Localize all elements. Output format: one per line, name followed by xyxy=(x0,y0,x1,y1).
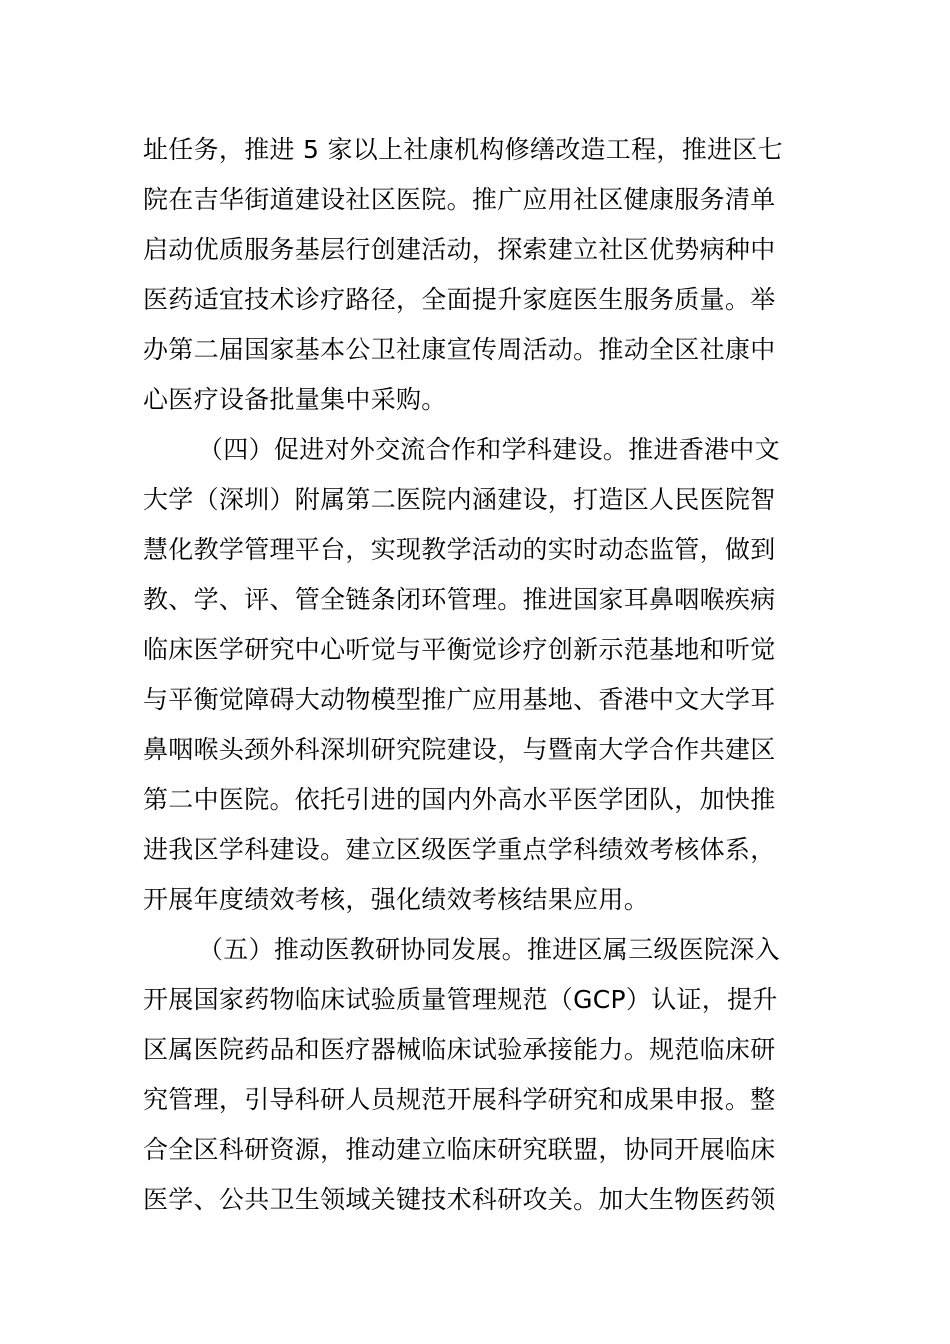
text-line: 鼻咽喉头颈外科深圳研究院建设，与暨南大学合作共建区 xyxy=(143,735,776,764)
text-line: 启动优质服务基层行创建活动，探索建立社区优势病种中 xyxy=(143,235,776,264)
text-line: 办第二届国家基本公卫社康宣传周活动。推动全区社康中 xyxy=(143,335,776,364)
text-line: 慧化教学管理平台，实现教学活动的实时动态监管，做到 xyxy=(143,535,776,564)
text-line: 开展国家药物临床试验质量管理规范（GCP）认证，提升 xyxy=(143,985,778,1014)
text-line: 医药适宜技术诊疗路径，全面提升家庭医生服务质量。举 xyxy=(143,285,776,314)
text-line: 临床医学研究中心听觉与平衡觉诊疗创新示范基地和听觉 xyxy=(143,635,776,664)
section-heading-line: （五）推动医教研协同发展。推进区属三级医院深入 xyxy=(198,935,780,964)
text-line: 心医疗设备批量集中采购。 xyxy=(143,385,447,414)
text-line: 医学、公共卫生领域关键技术科研攻关。加大生物医药领 xyxy=(143,1185,776,1214)
text-line: 开展年度绩效考核，强化绩效考核结果应用。 xyxy=(143,885,650,914)
text-line: 与平衡觉障碍大动物模型推广应用基地、香港中文大学耳 xyxy=(143,685,776,714)
text-line: 究管理，引导科研人员规范开展科学研究和成果申报。整 xyxy=(143,1085,776,1114)
text-line: 大学（深圳）附属第二医院内涵建设，打造区人民医院智 xyxy=(143,485,776,514)
text-line: 合全区科研资源，推动建立临床研究联盟，协同开展临床 xyxy=(143,1135,776,1164)
section-heading-line: （四）促进对外交流合作和学科建设。推进香港中文 xyxy=(198,435,780,464)
text-line: 址任务，推进 5 家以上社康机构修缮改造工程，推进区七 xyxy=(143,135,783,164)
text-line: 区属医院药品和医疗器械临床试验承接能力。规范临床研 xyxy=(143,1035,776,1064)
text-line: 第二中医院。依托引进的国内外高水平医学团队，加快推 xyxy=(143,785,776,814)
text-line: 教、学、评、管全链条闭环管理。推进国家耳鼻咽喉疾病 xyxy=(143,585,776,614)
text-line: 院在吉华街道建设社区医院。推广应用社区健康服务清单 xyxy=(143,185,776,214)
text-line: 进我区学科建设。建立区级医学重点学科绩效考核体系， xyxy=(143,835,776,864)
